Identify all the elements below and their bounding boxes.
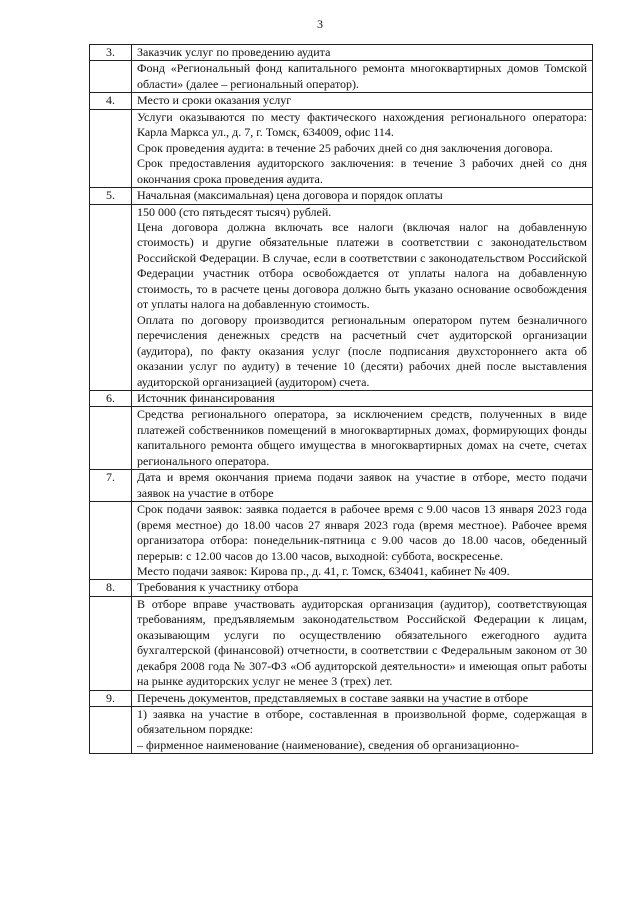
- section-title: Источник финансирования: [132, 390, 593, 406]
- paragraph: 1) заявка на участие в отборе, составленная в произвольной форме, содержащая в обязательном порядке:: [137, 707, 587, 737]
- table-row: [90, 93, 593, 109]
- table-row: [90, 109, 593, 187]
- section-title: Место и сроки оказания услуг: [132, 93, 593, 109]
- section-number-empty: [90, 109, 132, 187]
- section-number: 7.: [90, 470, 132, 502]
- section-body: [132, 109, 593, 187]
- section-title: Начальная (максимальная) цена договора и порядок оплаты: [132, 188, 593, 204]
- section-number: 6.: [90, 390, 132, 406]
- section-title-text: Дата и время окончания приема подачи заявок на участие в отборе, место подачи заявок на участие в отборе: [137, 470, 587, 500]
- table-row: [90, 407, 593, 470]
- table-row: [90, 61, 593, 93]
- section-body: [132, 204, 593, 390]
- table-row: [90, 580, 593, 596]
- section-body: [132, 61, 593, 93]
- section-body: [132, 502, 593, 580]
- table-row: [90, 470, 593, 502]
- table-row: [90, 390, 593, 406]
- section-number: 8.: [90, 580, 132, 596]
- section-number: 4.: [90, 93, 132, 109]
- terms-table: [89, 44, 593, 754]
- section-title: Заказчик услуг по проведению аудита: [132, 45, 593, 61]
- section-number-empty: [90, 502, 132, 580]
- paragraph: Оплата по договору производится региональным оператором путем безналичного перечисления денежных средств на расчетный счет аудиторской организации (аудитора), по факту оказания услуг (после подписания двухстороннего акта об оказании услуг по аудиту) в течение 10 (десяти) рабочих дней после выставления аудиторской организацией (аудитором) счета.: [137, 312, 587, 389]
- section-title: Требования к участнику отбора: [132, 580, 593, 596]
- paragraph: Срок предоставления аудиторского заключения: в течение 3 рабочих дней со дня окончания срока проведения аудита.: [137, 156, 587, 186]
- section-number-empty: [90, 596, 132, 690]
- table-row: [90, 204, 593, 390]
- section-body: [132, 596, 593, 690]
- section-body: [132, 707, 593, 754]
- section-number: 3.: [90, 45, 132, 61]
- section-title: [132, 470, 593, 502]
- paragraph: – фирменное наименование (наименование), сведения об организационно-: [137, 737, 520, 752]
- paragraph: Средства регионального оператора, за исключением средств, полученных в виде платежей собственников помещений в многоквартирных домах, формирующих фонды капитального ремонта общего имущества в многоквартирных домах на счете, счетах регионального оператора.: [137, 407, 587, 468]
- paragraph: Цена договора должна включать все налоги (включая налог на добавленную стоимость) и другие обязательные платежи в соответствии с законодательством Российской Федерации. В случае, если в соответствии с законодательством Российской Федерации участник отбора освобождается от уплаты налога на добавленную стоимость, то в расчете цены договора должно быть указано основание освобождения от уплаты налога на добавленную стоимость.: [137, 219, 587, 312]
- paragraph: Место подачи заявок: Кирова пр., д. 41, г. Томск, 634041, кабинет № 409.: [137, 563, 510, 578]
- paragraph: Услуги оказываются по месту фактического нахождения регионального оператора: Карла Маркса ул., д. 7, г. Томск, 634009, офис 114.: [137, 109, 587, 140]
- table-row: [90, 502, 593, 580]
- paragraph: В отборе вправе участвовать аудиторская организация (аудитор), соответствующая требованиям, предъявляемым законодательством Российской Федерации к лицам, оказывающим услуги по осуществлению обязательного ежегодного аудита бухгалтерской (финансовой) отчетности, в соответствии с Федеральным законом от 30 декабря 2008 года № 307-ФЗ «Об аудиторской деятельности» и имеющая опыт работы на рынке аудиторских услуг не менее 3 (трех) лет.: [137, 596, 587, 689]
- section-number-empty: [90, 61, 132, 93]
- table-row: [90, 596, 593, 690]
- table-row: [90, 707, 593, 754]
- section-number: 9.: [90, 690, 132, 706]
- section-title: Перечень документов, представляемых в составе заявки на участие в отборе: [132, 690, 593, 706]
- section-number: 5.: [90, 188, 132, 204]
- paragraph: 150 000 (сто пятьдесят тысяч) рублей.: [137, 204, 332, 219]
- page-number: 3: [317, 17, 323, 31]
- table-row: [90, 690, 593, 706]
- table-row: [90, 45, 593, 61]
- table-row: [90, 188, 593, 204]
- paragraph: Фонд «Региональный фонд капитального ремонта многоквартирных домов Томской области» (далее – региональный оператор).: [137, 61, 587, 91]
- paragraph: Срок проведения аудита: в течение 25 рабочих дней со дня заключения договора.: [137, 140, 553, 155]
- section-body: [132, 407, 593, 470]
- paragraph: Срок подачи заявок: заявка подается в рабочее время с 9.00 часов 13 января 2023 года (время местное) до 18.00 часов 27 января 2023 года (время местное). Рабочее время организатора отбора: понедельник-пятница с 9.00 часов до 18.00 часов, обеденный перерыв: с 12.00 часов до 13.00 часов, выходной: суббота, воскресенье.: [137, 502, 587, 563]
- section-number-empty: [90, 407, 132, 470]
- section-number-empty: [90, 707, 132, 754]
- section-number-empty: [90, 204, 132, 390]
